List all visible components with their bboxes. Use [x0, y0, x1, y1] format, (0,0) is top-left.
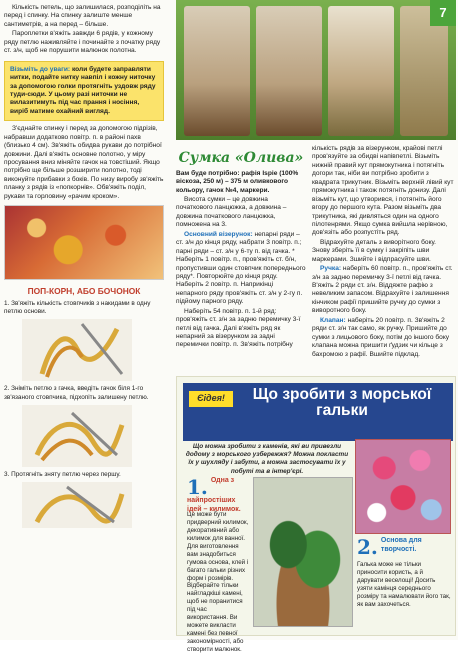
painted-stones-photo [355, 439, 451, 534]
section-1-number: 1. [187, 475, 208, 499]
section-2-head: Основа для творчості. [380, 537, 422, 553]
article-title: Що зробити з морської гальки [252, 386, 432, 420]
left-column [4, 4, 164, 532]
model-photo-1 [184, 6, 250, 136]
note-lead: Візьміть до уваги: [10, 65, 71, 73]
stone-cactus-photo [253, 477, 353, 627]
note-body: коли будете заправляти нитки, подайте нитку навпіл і кожну ниточку за допомогою голки протягніть уздовж ряду туди-сюди. У цьому разі ниточки не вилазитимуть під час прання і носіння, виріб матиме охайний вигляд. [10, 65, 156, 115]
page-number: 7 [430, 0, 456, 26]
bag-photos [176, 0, 456, 140]
bag-article-cont [312, 145, 455, 360]
pattern-lead: Основний візерунок: [184, 230, 253, 238]
model-photo-3 [328, 6, 394, 136]
step-2: 2. Зніміть петлю з гачка, введіть гачок біля 1-го зв'язаного стовпчика, підхопіть залишену петлю. [4, 385, 149, 401]
handle-body: наберіть 60 повітр. п., пров'яжіть ст. з/н за задню перемичку 3-ї петлі від гачка. В'яжіть 2 ряди ст. з/н. Віддяжте рафію з невеликим запасом. Відрахуйте і залишення кінчиком рафії пришийте ручку до сумки з виворотного боку. [312, 265, 453, 315]
idea-badge: Єідея! [189, 391, 233, 407]
paragraph: Пароплетки в'яжіть завжди 6 рядів, у кожному ряду петлю наживляйте і починайте з початку ряду ст. з/н, щоб не порушити малюнок полотна. [4, 30, 161, 55]
section-2-number: 2. [357, 535, 378, 559]
handle-lead: Ручка: [320, 265, 342, 273]
crochet-diagram-1 [22, 319, 132, 381]
section-2-body: Галька може не тільки приносити користь, а й дарувати веселощі! Досить узяти камінця середнього розміру та намалювати його так, як вам захочеться. [357, 561, 451, 608]
paragraph: кількість рядів за візерунком, крайові петлі пров'язуйте за обидві напівпетлі. Візьміть нижній правий кут прямокутника і потягніть догори так, ніби ви потрібно зробити з квадрата трикутник. Візьміть верхній лівий кут прямокутника і також потягніть донизу. Далі візьміть кут, що утворився, і потягніть його вгору до першого кута. Разом візьміть два трикутника, які дивляться один на одного пілотенрями. Якщо сумка вийшла нерівною, дов'язіть або розпустіть ряд. [312, 145, 454, 237]
pattern-body: непарні ряди – ст. з/н до кінця ряду, набрати 3 повітр. п.; парні ряди – ст. з/н у 6-ту п. від гачка. * Наберіть 1 повітр. п., пров'яжіть ст. б/н, пропустивши один стовпчик попереднього ряду*. Повторюйте до кінця ряду. Наберіть 2 повітр. п. Наприкінці непарного ряду пров'яжіть ст. з/н у 2-гу п. підйому парного ряду. [176, 230, 306, 306]
article-intro: Що можна зробити з каменів, які ви привезли додому з морського узбережжя? Можна покласти їх у шухляду і забути, а можна застосувати їх у побуті та в інтер'єрі. [185, 443, 349, 475]
popcorn-title: ПОП-КОРН, АБО БОЧОНОК [27, 286, 141, 297]
crochet-diagram-2 [22, 405, 132, 467]
pebble-article [176, 376, 456, 653]
section-1-head: Одна з найпростіших ідей – килимок. [187, 477, 241, 513]
step-1: 1. Зв'яжіть кількість стовпчиків з накидами в одну петлю основи. [4, 299, 151, 316]
crochet-diagram-3 [22, 482, 132, 528]
bag-article [176, 145, 306, 351]
materials: Вам буде потрібно: рафія Ispie (100% віскоза, 250 м) – 375 м оливкового кольору, гачок №4, маркери. [176, 169, 299, 194]
flap-body: наберіть 20 повітр. п. Зв'яжіть 2 ряди ст. з/н так само, як ручку. Пришийте до сумки з лицьового боку, потім до іншого боку клапана можна пришити ґудзик чи кільце з бахромою з рафії. Вшийте підклад. [312, 316, 450, 358]
section-1-body: Це може бути придверний килимок, декоративний або килимок для ванної. Для виготовлення вам знадобиться гумова основа, клей і багато гальки різних форм і розмірів. Відберайте тільки найгладкіші камені, щоб не поранитися під час використання. Ви можете викласти камені без певної закономірності, або створити малюнок. [187, 511, 249, 653]
paragraph: Наберіть 54 повітр. п. 1-й ряд: пров'яжіть ст. з/н за задню перемичку 3-ї петлі від гачка. Далі в'яжіть ряд як непарний за візерунком за задні перемички повітр. п. Зв'яжіть потрібну [176, 307, 301, 349]
note-box [4, 61, 164, 122]
section-2-heading [357, 537, 451, 557]
model-photo-2 [256, 6, 322, 136]
step-3: 3. Протягніть зняту петлю через першу. [4, 470, 121, 478]
paragraph: З'єднайте спинку і перед за допомогою підрізів, набравши додатково повітр. п. в районі пахв (близько 4 см). Зв'яжіть обидва рукави до потрібної довжини. Далі в'яжіть основне полотно, у міру просування вниз міняйте гачок на товстіший. Якщо потрібно ще більше розширити полотно, тоді виконуйте прибавки з боків. По низу виробу зв'яжіть планку з рядів із «попкорнів». Обв'яжіть поділ, рукави та горловину «рачим кроком». [4, 125, 164, 200]
article-header [183, 383, 453, 441]
bag-title: Сумка «Олива» [178, 150, 304, 166]
yarn-photo [4, 205, 164, 280]
paragraph: Відрахуйте деталь з виворітного боку. Знову зберіть її в сумку і закріпіть шви маркерами. Зшийте і відпрасуйте шви. [312, 238, 437, 263]
paragraph: Висота сумки – це довжина початкового ланцюжка, а довжина – довжина початкового ланцюжка, помножена на 3. [176, 196, 287, 229]
section-1-heading [187, 477, 249, 515]
paragraph: Кількість петель, що залишилася, розподіліть на перед і спинку. На спинку залиште менше сантиметрів, а на перед – більше. [4, 4, 161, 28]
flap-lead: Клапан: [320, 316, 346, 324]
